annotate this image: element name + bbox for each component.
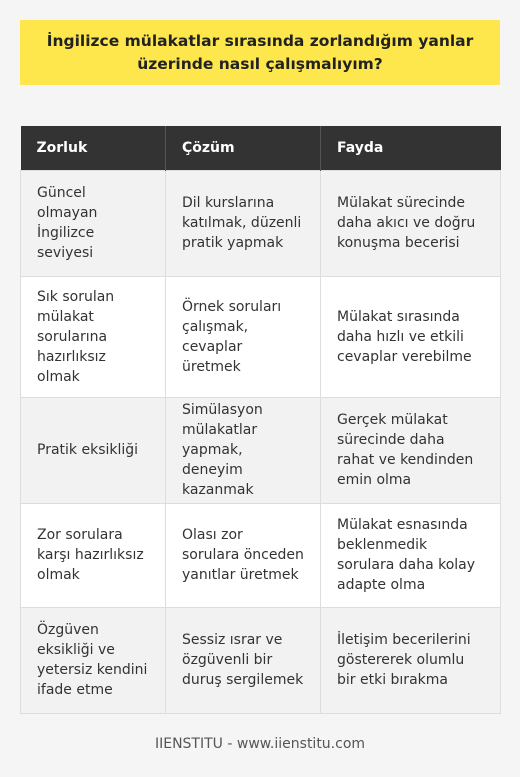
cell-cozum: Dil kurslarına katılmak, düzenli pratik yapmak [166, 170, 321, 276]
header-fayda: Fayda [321, 126, 501, 170]
cell-zorluk: Özgüven eksikliği ve yetersiz kendini ifade etme [21, 607, 166, 713]
cell-cozum: Olası zor sorulara önceden yanıtlar üretmek [166, 503, 321, 607]
header-cozum: Çözüm [166, 126, 321, 170]
cell-fayda: Mülakat sırasında daha hızlı ve etkili cevaplar verebilme [321, 276, 501, 397]
page-title: İngilizce mülakatlar sırasında zorlandığım yanlar üzerinde nasıl çalışmalıyım? [20, 20, 500, 85]
table-header-row [21, 126, 501, 170]
cell-cozum: Simülasyon mülakatlar yapmak, deneyim kazanmak [166, 397, 321, 503]
table-row [21, 503, 501, 607]
cell-zorluk: Güncel olmayan İngilizce seviyesi [21, 170, 166, 276]
table-row [21, 397, 501, 503]
cell-zorluk: Zor sorulara karşı hazırlıksız olmak [21, 503, 166, 607]
comparison-table [20, 126, 501, 714]
cell-fayda: Gerçek mülakat sürecinde daha rahat ve kendinden emin olma [321, 397, 501, 503]
header-zorluk: Zorluk [21, 126, 166, 170]
table-row [21, 607, 501, 713]
cell-zorluk: Sık sorulan mülakat sorularına hazırlıksız olmak [21, 276, 166, 397]
cell-zorluk: Pratik eksikliği [21, 397, 166, 503]
footer-credit: IIENSTITU - www.iienstitu.com [154, 736, 366, 752]
table-row [21, 170, 501, 276]
cell-fayda: Mülakat esnasında beklenmedik sorulara daha kolay adapte olma [321, 503, 501, 607]
cell-cozum: Sessiz ısrar ve özgüvenli bir duruş sergilemek [166, 607, 321, 713]
table-row [21, 276, 501, 397]
cell-fayda: Mülakat sürecinde daha akıcı ve doğru konuşma becerisi [321, 170, 501, 276]
cell-fayda: İletişim becerilerini göstererek olumlu bir etki bırakma [321, 607, 501, 713]
cell-cozum: Örnek soruları çalışmak, cevaplar üretmek [166, 276, 321, 397]
